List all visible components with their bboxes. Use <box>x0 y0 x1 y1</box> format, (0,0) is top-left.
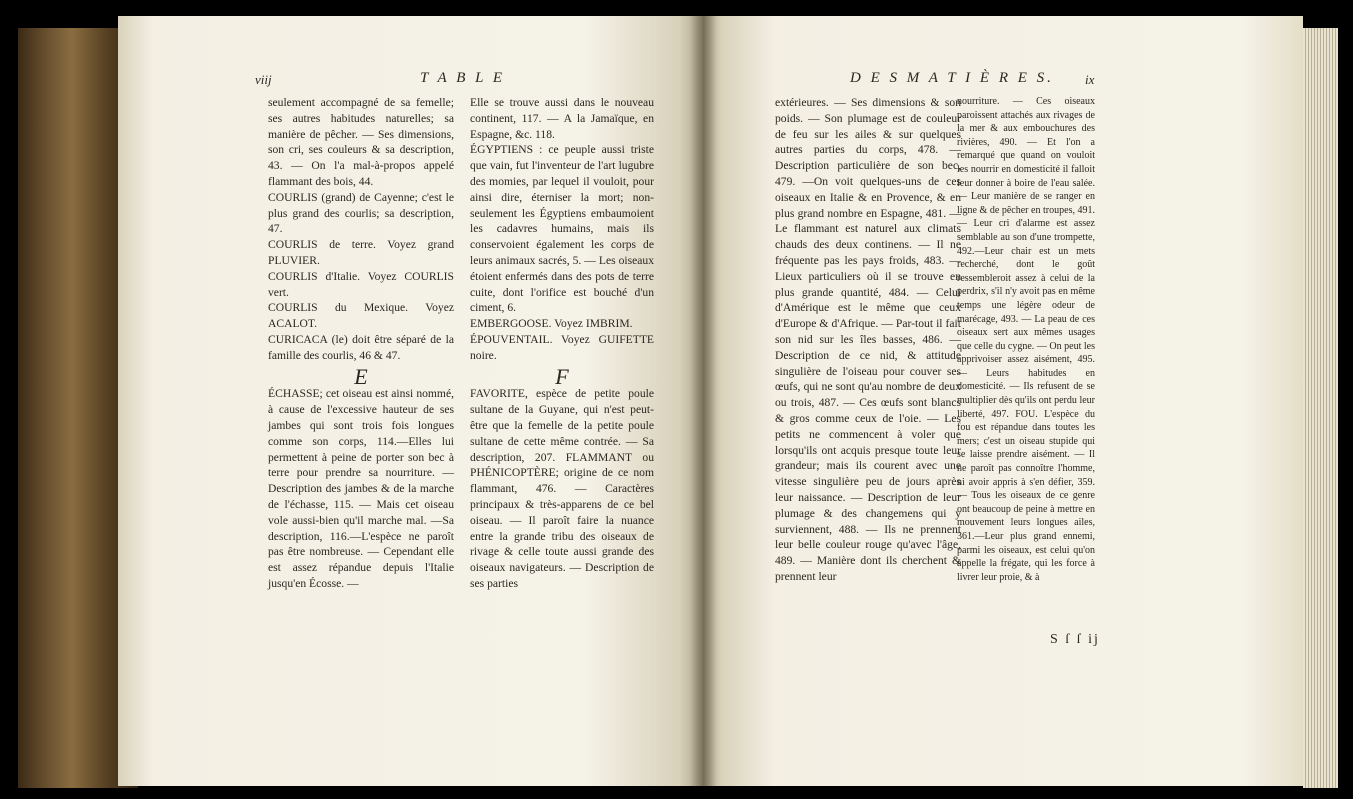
signature-mark: S ſ ſ ij <box>1050 632 1100 647</box>
entry: COURLIS d'Italie. Voyez COURLIS vert. <box>268 269 454 299</box>
entry: ÉGYPTIENS : ce peuple aussi triste que vain, fut l'inventeur de l'art lugubre des momies, par lequel il vouloit, pour ainsi dire, éterniser la mort; non-seulement les Égyptiens embaumoient les cadavres humains, mais ils conservoient également les corps de leurs animaux sacrés, 5. — Les oiseaux étoient enfermés dans des pots de terre cuite, dont l'orifice est bouché d'un ciment, 6. <box>470 143 654 315</box>
entry: seulement accompagné de sa femelle; ses autres habitudes naturelles; sa manière de pêcher. — Ses dimensions, son cri, ses couleurs & sa description, 43. — On l'a mal-à-propos appelé flammant des bois, 44. <box>268 96 454 188</box>
left-page-number: viij <box>255 72 272 87</box>
section-letter-e: E <box>354 363 368 389</box>
entry: nourriture. — Ces oiseaux paroissent attachés aux rivages de la mer & aux embouchures des rivières, 490. — Et l'on a remarqué que quand on vouloit les nourrir en domesticité il falloit leur donner à boire de l'eau salée. — Leur manière de se ranger en ligne & de pêcher en troupes, 491. — Leur cri d'alarme est assez semblable au son d'une trompette, 492.—Leur chair est un mets recherché, dont le goût ressembleroit assez à celui de la perdrix, s'il n'y avoit pas en même temps une légère odeur de marécage, 493. — La peau de ces oiseaux sert aux mêmes usages que celle du cygne. — On peut les apprivoiser assez aisément, 495. — Leurs habitudes en domesticité. — Ils refusent de se multiplier dès qu'ils ont perdu leur liberté, 497. FOU. L'espèce du fou est répandue dans toutes les mers; c'est un oiseau stupide qui se laisse prendre aisément. — Il ne paroît pas connoître l'homme, ni avoir appris à s'en défier, 359. — Tous les oiseaux de ce genre ont beaucoup de peine à mettre en mouvement leurs longues ailes, 361.—Leur plus grand ennemi, parmi les oiseaux, est celui qu'on appelle la frégate, qui les force à livrer leur proie, & à <box>957 96 1095 583</box>
entry: ÉCHASSE; cet oiseau est ainsi nommé, à cause de l'excessive hauteur de ses jambes qui sont trois fois longues comme son corps, 114.—Elles lui permettent à peine de porter son bec à terre pour prendre sa nourriture. — Description des jambes & de la marche de l'échasse, 115. — Mais cet oiseau vole aussi-bien qu'il marche mal. —Sa description, 116.—L'espèce ne paroît pas être nombreuse. — Cependant elle est assez répandue depuis l'Italie jusqu'en Écosse. — <box>268 387 454 590</box>
entry: extérieures. — Ses dimensions & son poids. — Son plumage est de couleur de feu sur les ailes & sur quelques autres parties du corps, 478. — Description particulière de son bec, 479. —On voit quelques-uns de ces oiseaux en Italie & en Provence, & en plus grand nombre en Espagne, 481. — Le flammant est naturel aux climats chauds des deux continens. — Il ne fréquente pas les pays froids, 483. — Lieux particuliers où il se trouve en plus grande quantité, 484. — Celui d'Amérique est le même que ceux d'Europe & d'Afrique. — Par-tout il fait son nid sur les îles basses, 486. — Description de ce nid, & attitude singulière de l'oiseau pour couver ses œufs, qui ne sont qu'au nombre de deux ou trois, 487. — Ces œufs sont blancs & gros comme ceux de l'oie. — Les petits ne commencent à voler que lorsqu'ils ont acquis presque toute leur grandeur; mais ils courent avec une vitesse singulière peu de jours après leur naissance. — Description de leur plumage & des changemens qui y surviennent, 488. — Ils ne prennent leur belle couleur rouge qu'avec l'âge, 489. — Manière dont ils cherchent & prennent leur <box>775 96 961 583</box>
open-book <box>18 8 1338 791</box>
entry: COURLIS du Mexique. Voyez ACALOT. <box>268 301 454 331</box>
entry: Elle se trouve aussi dans le nouveau continent, 117. — A la Jamaïque, en Espagne, &c. 118. <box>470 96 654 141</box>
right-column-2 <box>957 95 1095 584</box>
entry: CURICACA (le) doit être séparé de la famille des courlis, 46 & 47. <box>268 332 454 362</box>
section-letter-f: F <box>555 363 569 389</box>
entry: FAVORITE, espèce de petite poule sultane de la Guyane, qui n'est peut-être que la femelle de la petite poule sultane de cette même contrée. — Sa description, 207. FLAMMANT ou PHÉNICOPTÈRE; origine de ce nom flammant, 476. — Caractères principaux & très-apparens de ce bel oiseau. — Il paroît faire la nuance entre la grande tribu des oiseaux de rivage & celle toute aussi grande des oiseaux navigateurs. — Description de ses parties <box>470 387 654 590</box>
left-running-head: T A B L E <box>420 70 506 86</box>
right-running-head: D E S M A T I È R E S. <box>850 70 1054 86</box>
book-gutter <box>690 16 716 786</box>
entry: COURLIS de terre. Voyez grand PLUVIER. <box>268 238 454 267</box>
right-page-number: ix <box>1085 72 1095 87</box>
entry: ÉPOUVENTAIL. Voyez GUIFETTE noire. <box>470 332 654 362</box>
entry: EMBERGOOSE. Voyez IMBRIM. <box>470 317 633 331</box>
entry: COURLIS (grand) de Cayenne; c'est le plus grand des courlis; sa description, 47. <box>268 190 454 236</box>
left-column-2 <box>470 95 654 592</box>
left-column-1 <box>268 95 454 592</box>
book-fore-edge-right <box>1303 28 1338 788</box>
right-column-1 <box>775 95 961 585</box>
